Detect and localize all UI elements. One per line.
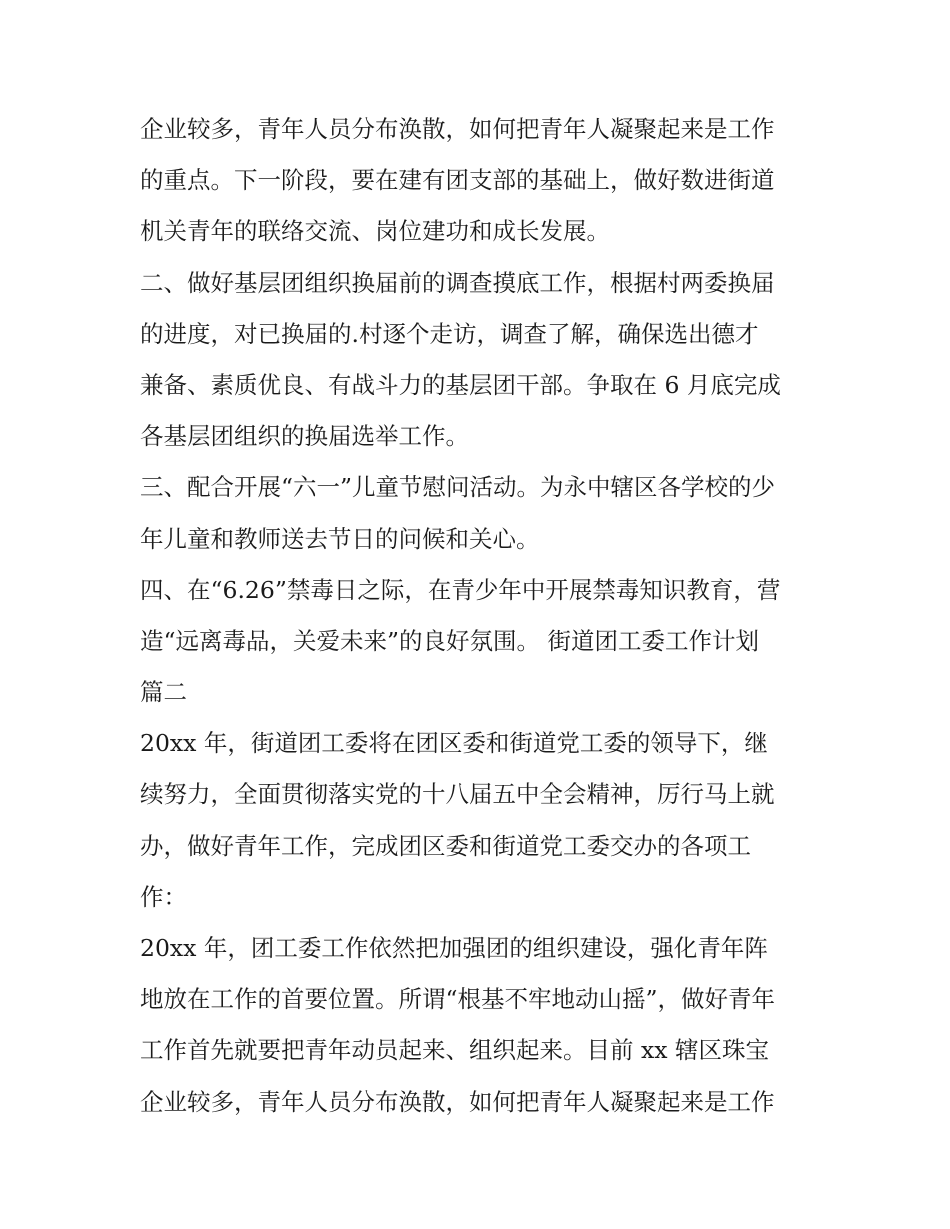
text-line: 20xx 年，街道团工委将在团区委和街道党工委的领导下，继 [140, 729, 768, 758]
text-line: 的重点。下一阶段，要在建有团支部的基础上，做好数进街道 [140, 166, 775, 195]
text-line: 年儿童和教师送去节日的问候和关心。 [140, 524, 540, 553]
text-line: 二、做好基层团组织换届前的调查摸底工作，根据村两委换届 [140, 268, 775, 297]
text-line: 地放在工作的首要位置。所谓“根基不牢地动山摇”，做好青年 [140, 985, 776, 1014]
text-line: 企业较多，青年人员分布涣散，如何把青年人凝聚起来是工作 [140, 1087, 775, 1116]
text-line: 的进度，对已换届的.村逐个走访，调查了解，确保选出德才 [140, 319, 759, 348]
text-line: 四、在“6.26”禁毒日之际，在青少年中开展禁毒知识教育，营 [140, 575, 781, 604]
text-line: 篇二 [140, 678, 187, 707]
text-line: 续努力，全面贯彻落实党的十八届五中全会精神，厉行马上就 [140, 780, 775, 809]
document-body [140, 104, 830, 1128]
text-line: 作： [140, 882, 187, 911]
text-line: 工作首先就要把青年动员起来、组织起来。目前 xx 辖区珠宝 [140, 1036, 769, 1065]
text-line: 造“远离毒品，关爱未来”的良好氛围。 街道团工委工作计划 [140, 626, 759, 655]
text-line: 机关青年的联络交流、岗位建功和成长发展。 [140, 217, 610, 246]
text-line: 三、配合开展“六一”儿童节慰问活动。为永中辖区各学校的少 [140, 473, 776, 502]
text-line: 各基层团组织的换届选举工作。 [140, 422, 469, 451]
text-line: 兼备、素质优良、有战斗力的基层团干部。争取在 6 月底完成 [140, 370, 781, 399]
text-line: 20xx 年，团工委工作依然把加强团的组织建设，强化青年阵 [140, 934, 768, 962]
text-line: 办，做好青年工作，完成团区委和街道党工委交办的各项工 [140, 831, 751, 860]
text-line: 企业较多，青年人员分布涣散，如何把青年人凝聚起来是工作 [140, 115, 775, 143]
